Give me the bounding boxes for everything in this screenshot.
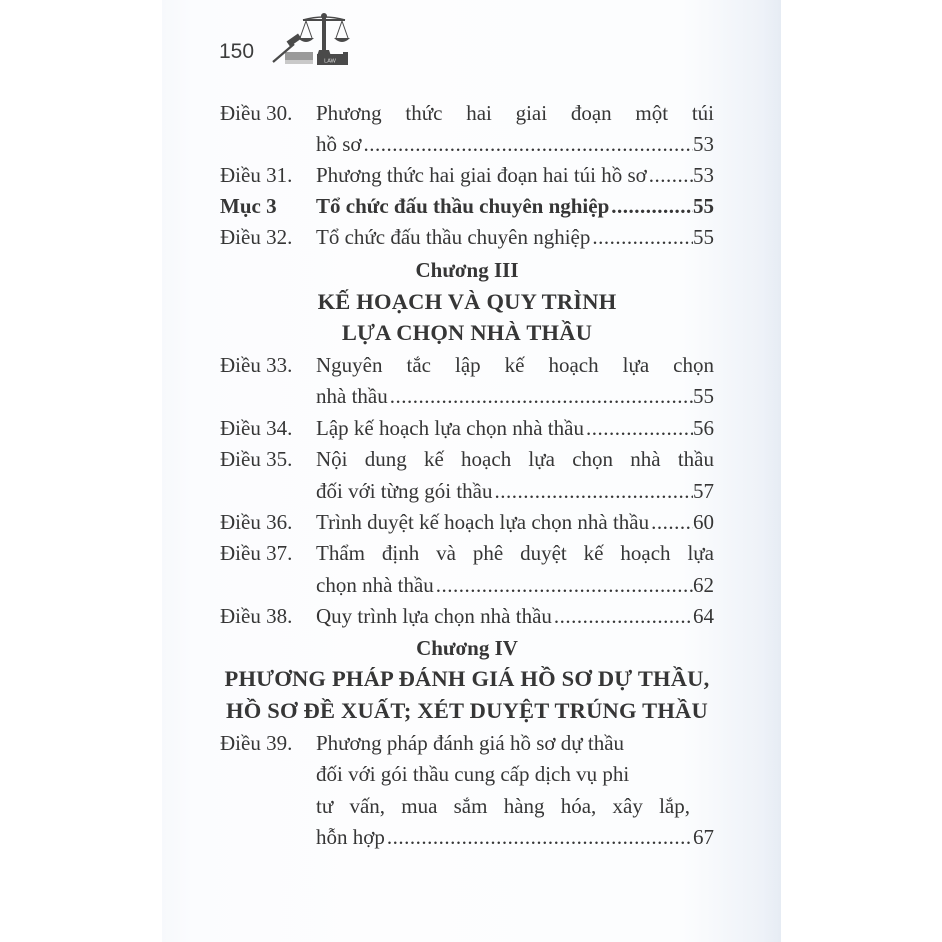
entry-number: Điều 35. xyxy=(220,447,293,471)
chapter-4-label: Chương IV xyxy=(416,636,518,660)
entry-page: 55 xyxy=(693,194,714,218)
leader-dots xyxy=(609,191,693,221)
entry-title: hồ sơ xyxy=(316,132,362,156)
entry-number: Mục 3 xyxy=(220,194,277,218)
chapter-3-title-line-1: KẾ HOẠCH VÀ QUY TRÌNH xyxy=(317,289,617,314)
entry-page: 62 xyxy=(693,573,714,597)
entry-title: đối với gói thầu cung cấp dịch vụ phi xyxy=(316,762,630,786)
leader-dots xyxy=(388,381,693,411)
law-book-label: LAW xyxy=(324,58,336,65)
entry-number: Điều 36. xyxy=(220,510,293,534)
entry-title: Phương pháp đánh giá hồ sơ dự thầu xyxy=(316,731,625,755)
toc-entry-dieu-33-cont[interactable] xyxy=(220,381,714,411)
chapter-3-title-line-2: LỰA CHỌN NHÀ THẦU xyxy=(341,320,593,345)
entry-number: Điều 31. xyxy=(220,163,293,187)
leader-dots xyxy=(362,129,693,159)
toc-entry-dieu-30-cont[interactable] xyxy=(220,129,714,159)
toc-entry-dieu-39-cont-2[interactable] xyxy=(220,791,714,821)
toc-entry-dieu-32[interactable] xyxy=(220,222,714,252)
toc-entry-dieu-37[interactable] xyxy=(220,538,714,568)
entry-page: 55 xyxy=(693,384,714,408)
toc-entry-dieu-39-cont-3[interactable] xyxy=(220,822,714,852)
entry-title: Thẩm định và phê duyệt kế hoạch lựa xyxy=(316,541,714,565)
toc-entry-muc-3[interactable] xyxy=(220,191,714,221)
toc-entry-dieu-38[interactable] xyxy=(220,601,714,631)
page-number: 150 xyxy=(219,40,255,63)
entry-page: 53 xyxy=(693,163,714,187)
entry-title: nhà thầu xyxy=(316,384,388,408)
scales-of-justice-gavel-law-books-icon xyxy=(259,4,359,70)
leader-dots xyxy=(590,222,693,252)
toc-entry-dieu-30[interactable] xyxy=(220,98,714,128)
toc-entry-dieu-31[interactable] xyxy=(220,160,714,190)
entry-title: Phương thức hai giai đoạn hai túi hồ sơ xyxy=(316,163,647,187)
leader-dots xyxy=(647,160,693,190)
leader-dots xyxy=(584,413,693,443)
leader-dots xyxy=(649,507,693,537)
leader-dots xyxy=(434,570,693,600)
entry-page: 57 xyxy=(693,479,714,503)
toc-entry-dieu-33[interactable] xyxy=(220,350,714,380)
toc-entry-dieu-36[interactable] xyxy=(220,507,714,537)
chapter-4-title-line-1: PHƯƠNG PHÁP ĐÁNH GIÁ HỒ SƠ DỰ THẦU, xyxy=(224,666,710,691)
entry-title: Nội dung kế hoạch lựa chọn nhà thầu xyxy=(316,447,714,471)
entry-title: hỗn hợp xyxy=(316,825,385,849)
entry-page: 67 xyxy=(693,825,714,849)
entry-title: Lập kế hoạch lựa chọn nhà thầu xyxy=(316,416,584,440)
entry-title: Quy trình lựa chọn nhà thầu xyxy=(316,604,552,628)
chapter-4-title-line-2: HỒ SƠ ĐỀ XUẤT; XÉT DUYỆT TRÚNG THẦU xyxy=(226,698,708,723)
toc-entry-dieu-39[interactable] xyxy=(220,728,714,758)
leader-dots xyxy=(492,476,693,506)
entry-title: chọn nhà thầu xyxy=(316,573,434,597)
entry-title: tư vấn, mua sắm hàng hóa, xây lắp, xyxy=(316,794,690,818)
entry-title: Tổ chức đấu thầu chuyên nghiệp xyxy=(316,225,591,249)
entry-page: 56 xyxy=(693,416,714,440)
entry-title: Tổ chức đấu thầu chuyên nghiệp xyxy=(316,194,610,218)
entry-number: Điều 38. xyxy=(220,604,293,628)
entry-page: 60 xyxy=(693,510,714,534)
leader-dots xyxy=(552,601,693,631)
toc-entry-dieu-35-cont[interactable] xyxy=(220,476,714,506)
entry-title: Trình duyệt kế hoạch lựa chọn nhà thầu xyxy=(316,510,650,534)
entry-page: 64 xyxy=(693,604,714,628)
entry-page: 55 xyxy=(693,225,714,249)
toc-entry-dieu-37-cont[interactable] xyxy=(220,570,714,600)
entry-number: Điều 32. xyxy=(220,225,293,249)
toc-entry-dieu-39-cont-1[interactable] xyxy=(220,759,714,789)
entry-number: Điều 34. xyxy=(220,416,293,440)
chapter-3-label: Chương III xyxy=(415,258,519,282)
leader-dots xyxy=(385,822,693,852)
entry-number: Điều 33. xyxy=(220,353,293,377)
entry-title: Phương thức hai giai đoạn một túi xyxy=(316,101,714,125)
entry-title: đối với từng gói thầu xyxy=(316,479,493,503)
entry-title: Nguyên tắc lập kế hoạch lựa chọn xyxy=(316,353,714,377)
entry-number: Điều 39. xyxy=(220,731,293,755)
entry-number: Điều 37. xyxy=(220,541,293,565)
toc-entry-dieu-35[interactable] xyxy=(220,444,714,474)
entry-page: 53 xyxy=(693,132,714,156)
toc-entry-dieu-34[interactable] xyxy=(220,413,714,443)
entry-number: Điều 30. xyxy=(220,101,293,125)
